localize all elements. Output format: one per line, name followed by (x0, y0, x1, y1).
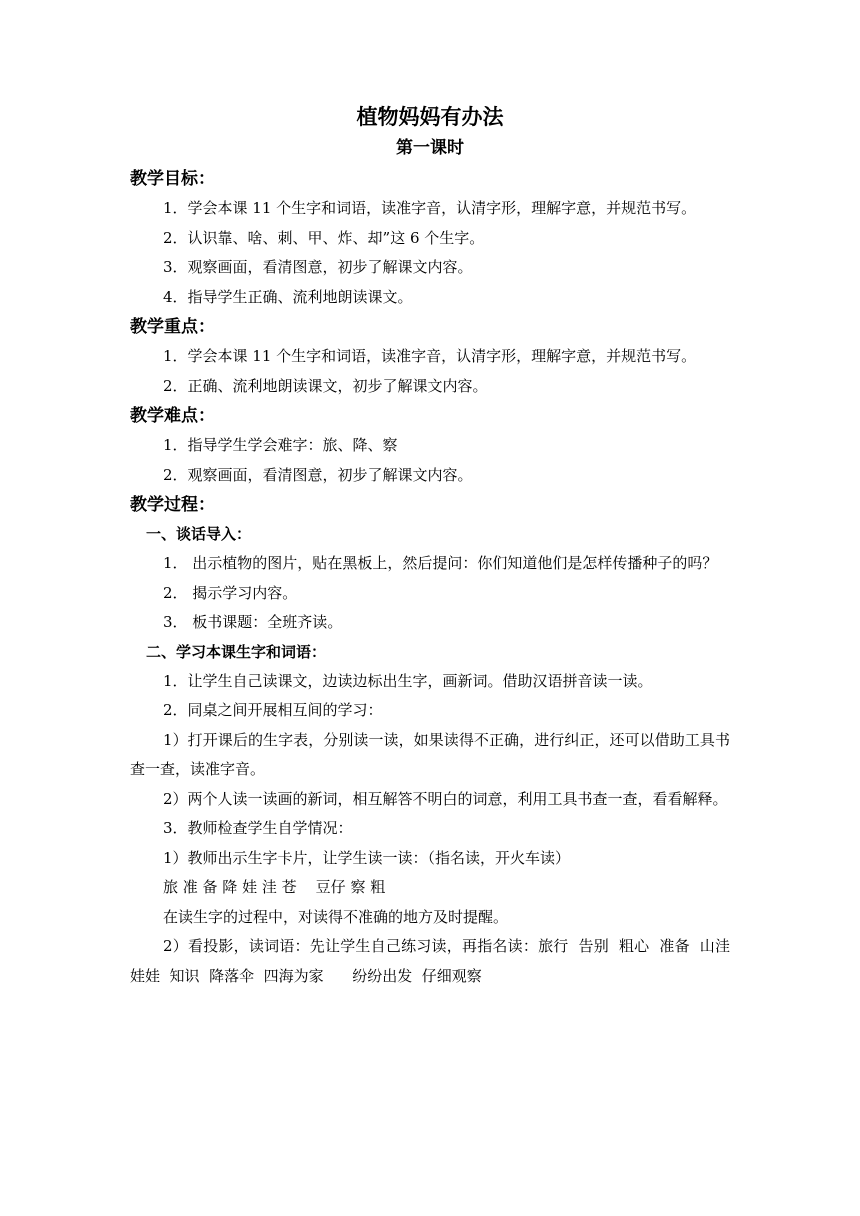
difficulty-item: 1．指导学生学会难字：旅、降、察 (163, 436, 398, 454)
process-item: 1）教师出示生字卡片，让学生读一读：（指名读，开火车读） (163, 848, 571, 867)
keypoint-item: 1．学会本课 11 个生字和词语，读准字音，认清字形，理解字意，并规范书写。 (163, 347, 697, 365)
process-part2-heading: 二、学习本课生字和词语： (146, 642, 327, 661)
word-list: 2）看投影，读词语：先让学生自己练习读，再指名读：旅行 告别 粗心 准备 山洼 娃娃 知识 降落伞 四海为家 纷纷出发 仔细观察 (130, 937, 740, 985)
process-part1-heading: 一、谈话导入： (146, 525, 252, 543)
goals-heading: 教学目标： (130, 169, 215, 189)
process-item: 在读生字的过程中，对读得不准确的地方及时提醒。 (163, 907, 509, 926)
document-title: 植物妈妈有办法 (356, 105, 504, 129)
process-item: 2）两个人读一读画的新词，相互解答不明白的词意，利用工具书查一查，看看解释。 (163, 789, 728, 808)
difficulties-heading: 教学难点： (130, 406, 215, 426)
goal-item: 2．认识靠、啥、刺、甲、炸、却”这 6 个生字。 (163, 228, 485, 247)
difficulty-item: 2．观察画面，看清图意，初步了解课文内容。 (163, 465, 473, 484)
goal-item: 3．观察画面，看清图意，初步了解课文内容。 (163, 258, 473, 276)
document-subtitle: 第一课时 (396, 138, 464, 158)
process-item: 2．同桌之间开展相互间的学习： (163, 701, 383, 719)
keypoints-heading: 教学重点： (130, 317, 215, 337)
document-page (130, 100, 740, 991)
character-list: 旅 准 备 降 娃 洼 苍 豆仔 察 粗 (163, 878, 386, 896)
process-item: 1． 出示植物的图片，贴在黑板上，然后提问：你们知道他们是怎样传播种子的吗？ (163, 554, 718, 572)
process-item: 3． 板书课题：全班齐读。 (163, 613, 343, 631)
goal-item: 1．学会本课 11 个生字和词语，读准字音，认清字形，理解字意，并规范书写。 (163, 199, 697, 217)
process-item: 1）打开课后的生字表，分别读一读，如果读得不正确，进行纠正，还可以借助工具书查一查，读准字音。 (130, 730, 730, 778)
process-item: 3．教师检查学生自学情况： (163, 819, 353, 837)
process-item: 1．让学生自己读课文，边读边标出生字，画新词。借助汉语拼音读一读。 (163, 671, 653, 690)
process-item: 2． 揭示学习内容。 (163, 583, 298, 602)
process-heading: 教学过程： (130, 495, 215, 515)
goal-item: 4．指导学生正确、流利地朗读课文。 (163, 287, 413, 306)
keypoint-item: 2．正确、流利地朗读课文，初步了解课文内容。 (163, 376, 488, 395)
